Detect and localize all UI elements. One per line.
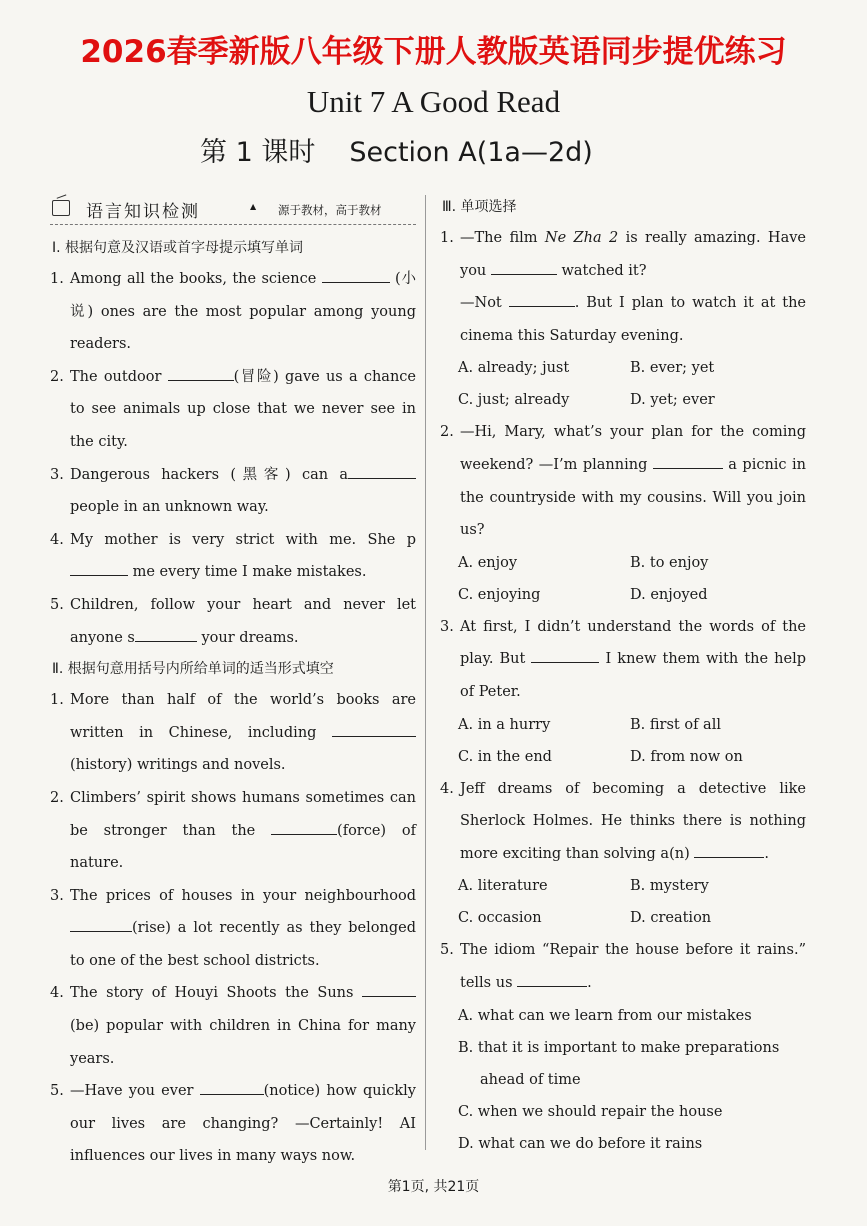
right-column bbox=[440, 192, 806, 1160]
option-b[interactable]: B. to enjoy bbox=[630, 554, 709, 571]
question-item bbox=[50, 361, 416, 459]
part2-list bbox=[50, 684, 416, 1173]
question-text: (冒险) gave us a chance to see animals up close that we never see in the city. bbox=[70, 368, 416, 450]
answer-blank[interactable] bbox=[135, 627, 197, 642]
option-a[interactable]: A. already; just bbox=[458, 360, 570, 377]
answer-blank[interactable] bbox=[348, 464, 416, 479]
question-text: Children, follow your heart and never let anyone s bbox=[70, 596, 416, 646]
question-number: 3. bbox=[50, 466, 64, 483]
question-2: 2. —Hi, Mary, what’s your plan for the coming weekend? —I’m planning a picnic in the countryside with my cousins. Will you join us? bbox=[440, 424, 806, 539]
options-row bbox=[440, 547, 806, 579]
lesson-section: Section A(1a—2d) bbox=[349, 137, 593, 168]
question-number: 3. bbox=[50, 887, 64, 904]
question-text: More than half of the world’s books are written in Chinese, including bbox=[70, 692, 416, 741]
question-number: 5. bbox=[50, 596, 64, 613]
part2-title: Ⅱ. 根据句意用括号内所给单词的适当形式填空 bbox=[52, 661, 334, 678]
question-text: The story of Houyi Shoots the Suns bbox=[70, 985, 362, 1002]
answer-blank[interactable] bbox=[70, 917, 132, 932]
option-a[interactable]: A. in a hurry bbox=[458, 716, 551, 733]
part1-list bbox=[50, 263, 416, 654]
book-pen-icon bbox=[52, 200, 70, 216]
question-item bbox=[50, 263, 416, 361]
question-text: (be) popular with children in China for many years. bbox=[70, 1018, 416, 1067]
lesson-number: 第 1 课时 bbox=[200, 137, 316, 168]
question-text: Among all the books, the science bbox=[70, 271, 322, 287]
options-row bbox=[440, 870, 806, 902]
question-text: Dangerous hackers (黑客) can a bbox=[70, 466, 348, 483]
answer-blank[interactable] bbox=[200, 1080, 264, 1095]
option-b[interactable]: B. that it is important to make preparations ahead of time bbox=[458, 1039, 780, 1088]
option-c[interactable]: C. just; already bbox=[458, 392, 570, 409]
question-item bbox=[50, 880, 416, 978]
options-row bbox=[440, 384, 806, 416]
answer-blank[interactable] bbox=[168, 366, 234, 381]
question-number: 4. bbox=[50, 531, 64, 548]
option-b[interactable]: B. ever; yet bbox=[630, 360, 715, 377]
question-item bbox=[50, 684, 416, 782]
question-item bbox=[50, 524, 416, 589]
answer-blank[interactable] bbox=[517, 972, 587, 987]
option-b[interactable]: B. mystery bbox=[630, 878, 709, 895]
option-a[interactable]: A. what can we learn from our mistakes bbox=[458, 1007, 752, 1024]
question-text: (rise) a lot recently as they belonged to one of the best school districts. bbox=[70, 920, 416, 969]
answer-blank[interactable] bbox=[531, 648, 599, 663]
question-text: me every time I make mistakes. bbox=[128, 564, 367, 581]
answer-blank[interactable] bbox=[70, 561, 128, 576]
answer-blank[interactable] bbox=[694, 843, 764, 858]
question-5: 5. The idiom “Repair the house before it rains.” tells us . bbox=[440, 942, 806, 991]
question-item bbox=[50, 977, 416, 1075]
answer-blank[interactable] bbox=[271, 820, 337, 835]
option-a[interactable]: A. literature bbox=[458, 878, 548, 895]
page-footer: 第1页, 共21页 bbox=[387, 1179, 480, 1195]
option-c[interactable]: C. occasion bbox=[458, 910, 542, 927]
question-number: 2. bbox=[50, 789, 64, 806]
banner-title: 2026春季新版八年级下册人教版英语同步提优练习 bbox=[80, 34, 787, 70]
question-text: My mother is very strict with me. She p bbox=[70, 531, 416, 548]
question-item bbox=[50, 1075, 416, 1173]
options-row bbox=[440, 352, 806, 384]
options-row bbox=[440, 741, 806, 773]
option-d[interactable]: D. yet; ever bbox=[630, 392, 715, 409]
section-header bbox=[50, 192, 416, 225]
question-text: your dreams. bbox=[196, 629, 299, 646]
question-text: —Have you ever bbox=[70, 1083, 200, 1100]
question-3: 3. At first, I didn’t understand the words of the play. But I knew them with the help of Peter. bbox=[440, 618, 807, 700]
question-text: Climbers’ spirit shows humans sometimes can be stronger than the bbox=[70, 789, 416, 839]
triangle-icon: ▲ bbox=[250, 202, 257, 211]
option-d[interactable]: D. creation bbox=[630, 910, 712, 927]
question-text: The prices of houses in your neighbourhood bbox=[70, 887, 416, 904]
question-text: (force) of nature. bbox=[70, 822, 416, 872]
film-title: Ne Zha 2 bbox=[544, 230, 619, 246]
question-text: (小说) ones are the most popular among young readers. bbox=[70, 271, 416, 353]
answer-blank[interactable] bbox=[322, 268, 390, 283]
answer-blank[interactable] bbox=[509, 292, 575, 307]
answer-blank[interactable] bbox=[491, 260, 557, 275]
lesson-title bbox=[200, 130, 660, 169]
column-divider bbox=[425, 195, 426, 1150]
question-text: people in an unknown way. bbox=[70, 499, 269, 516]
option-a[interactable]: A. enjoy bbox=[458, 554, 518, 571]
question-number: 4. bbox=[50, 985, 64, 1002]
question-number: 2. bbox=[50, 368, 64, 385]
question-4: 4. Jeff dreams of becoming a detective like Sherlock Holmes. He thinks there is nothing more exciting than solving a(n) . bbox=[440, 780, 806, 862]
question-text: The outdoor bbox=[70, 368, 168, 385]
part1-title: Ⅰ. 根据句意及汉语或首字母提示填写单词 bbox=[52, 240, 304, 256]
options-row bbox=[440, 902, 806, 934]
unit-title: Unit 7 A Good Read bbox=[306, 84, 561, 119]
question-item bbox=[50, 782, 416, 880]
option-c[interactable]: C. when we should repair the house bbox=[458, 1103, 723, 1120]
question-item bbox=[50, 459, 416, 524]
left-column bbox=[50, 192, 416, 1173]
answer-blank[interactable] bbox=[653, 454, 723, 469]
section-note: 源于教材，高于教材 bbox=[278, 203, 382, 217]
option-d[interactable]: D. enjoyed bbox=[630, 586, 708, 603]
answer-blank[interactable] bbox=[362, 982, 416, 997]
question-number: 1. bbox=[50, 692, 64, 709]
question-number: 5. bbox=[50, 1083, 64, 1100]
option-d[interactable]: D. from now on bbox=[630, 748, 743, 765]
option-c[interactable]: C. in the end bbox=[458, 748, 552, 765]
options-row bbox=[440, 579, 806, 611]
question-number: 1. bbox=[50, 271, 64, 287]
question-text: (history) writings and novels. bbox=[70, 757, 286, 774]
part3-title: Ⅲ. 单项选择 bbox=[442, 199, 517, 215]
option-c[interactable]: C. enjoying bbox=[458, 586, 541, 603]
section-title: 语言知识检测 bbox=[86, 202, 200, 222]
option-d[interactable]: D. what can we do before it rains bbox=[458, 1135, 703, 1152]
question-1: 1. —The film Ne Zha 2 is really amazing. Have you watched it? —Not . But I plan to watch it at the cinema this Saturday evening. bbox=[440, 230, 806, 344]
option-b[interactable]: B. first of all bbox=[630, 716, 721, 733]
question-text: (notice) how quickly our lives are changing? —Certainly! AI influences our lives in many ways now. bbox=[70, 1083, 416, 1165]
question-item bbox=[50, 589, 416, 654]
answer-blank[interactable] bbox=[332, 722, 416, 737]
options-row bbox=[440, 709, 806, 741]
